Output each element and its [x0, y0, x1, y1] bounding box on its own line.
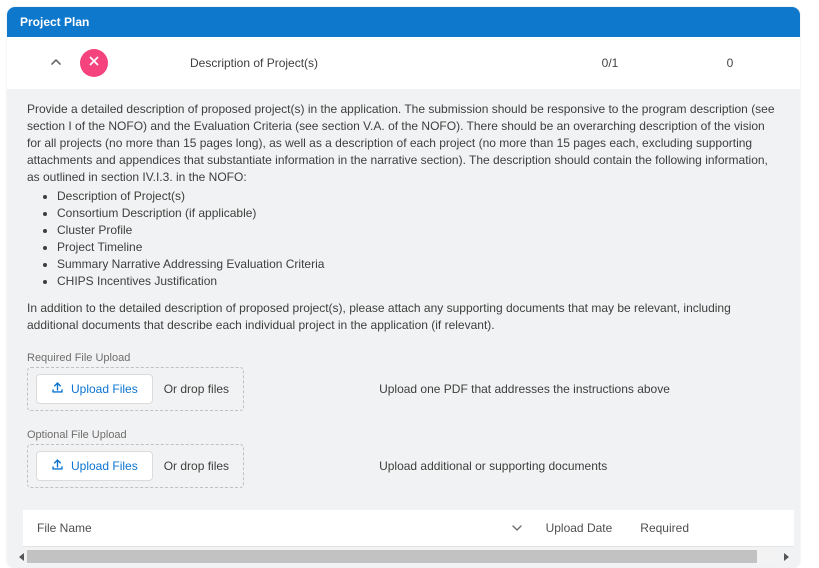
optional-upload-hint: Upload additional or supporting documents	[379, 459, 608, 473]
drop-files-label: Or drop files	[163, 459, 230, 473]
instructions-bullet-list	[27, 188, 780, 290]
optional-upload-label: Optional File Upload	[27, 429, 127, 441]
list-item: • Description of Project(s)	[57, 188, 780, 205]
collapse-section-button[interactable]	[47, 54, 65, 72]
list-item: • CHIPS Incentives Justification	[57, 273, 780, 290]
horizontal-scrollbar[interactable]	[15, 549, 792, 564]
optional-upload-dropzone[interactable]	[27, 444, 244, 488]
scroll-right-arrow[interactable]	[780, 549, 792, 564]
upload-icon	[51, 458, 64, 474]
upload-icon	[51, 381, 64, 397]
instructions-paragraph-2: In addition to the detailed description of proposed project(s), please attach any supporting documents that may be relevant, including additional documents that describe each individual project in the application (if relevant).	[27, 301, 731, 332]
section-title: Description of Project(s)	[190, 56, 319, 70]
section-summary-row	[7, 37, 800, 89]
chevron-down-icon[interactable]	[510, 521, 524, 535]
required-upload-files-button[interactable]	[36, 374, 153, 404]
scroll-left-arrow[interactable]	[15, 549, 27, 564]
incomplete-status-badge	[80, 49, 108, 77]
upload-button-label: Upload Files	[71, 459, 138, 473]
section-count: 0	[726, 56, 734, 70]
list-item: • Project Timeline	[57, 239, 780, 256]
list-item: • Consortium Description (if applicable)	[57, 205, 780, 222]
file-table-header-row	[23, 510, 794, 547]
card-header	[7, 7, 800, 37]
page-title: Project Plan	[20, 15, 90, 29]
section-progress: 0/1	[601, 56, 619, 70]
upload-button-label: Upload Files	[71, 382, 138, 396]
required-upload-label: Required File Upload	[27, 352, 131, 364]
column-header-file-name[interactable]: File Name	[37, 521, 92, 535]
list-item: • Summary Narrative Addressing Evaluation Criteria	[57, 256, 780, 273]
optional-upload-files-button[interactable]	[36, 451, 153, 481]
project-plan-card	[7, 7, 800, 568]
triangle-right-icon	[784, 553, 789, 561]
scrollbar-track[interactable]	[27, 549, 780, 564]
triangle-left-icon	[19, 553, 24, 561]
drop-files-label: Or drop files	[163, 382, 230, 396]
scrollbar-thumb[interactable]	[27, 550, 757, 563]
required-upload-dropzone[interactable]	[27, 367, 244, 411]
column-header-upload-date[interactable]: Upload Date	[545, 521, 613, 535]
column-header-required[interactable]: Required	[640, 521, 689, 535]
list-item: • Cluster Profile	[57, 222, 780, 239]
x-circle-icon	[88, 54, 100, 72]
optional-upload-row	[27, 444, 780, 488]
instructions-paragraph-1: Provide a detailed description of proposed project(s) in the application. The submission should be responsive to the program description (see section I of the NOFO) and the Evaluation Criteria (see section V.A. of the NOFO). There should be an overarching description of the vision for all projects (no more than 15 pages long), as well as a description of each project (no more than 15 pages each, excluding supporting attachments and appendices that substantiate information in the narrative section). The description should contain the following information, as outlined in section IV.I.3. in the NOFO:	[27, 102, 775, 184]
required-upload-hint: Upload one PDF that addresses the instructions above	[379, 382, 670, 396]
section-body	[7, 89, 800, 568]
required-upload-row	[27, 367, 780, 411]
chevron-up-icon	[49, 55, 63, 72]
